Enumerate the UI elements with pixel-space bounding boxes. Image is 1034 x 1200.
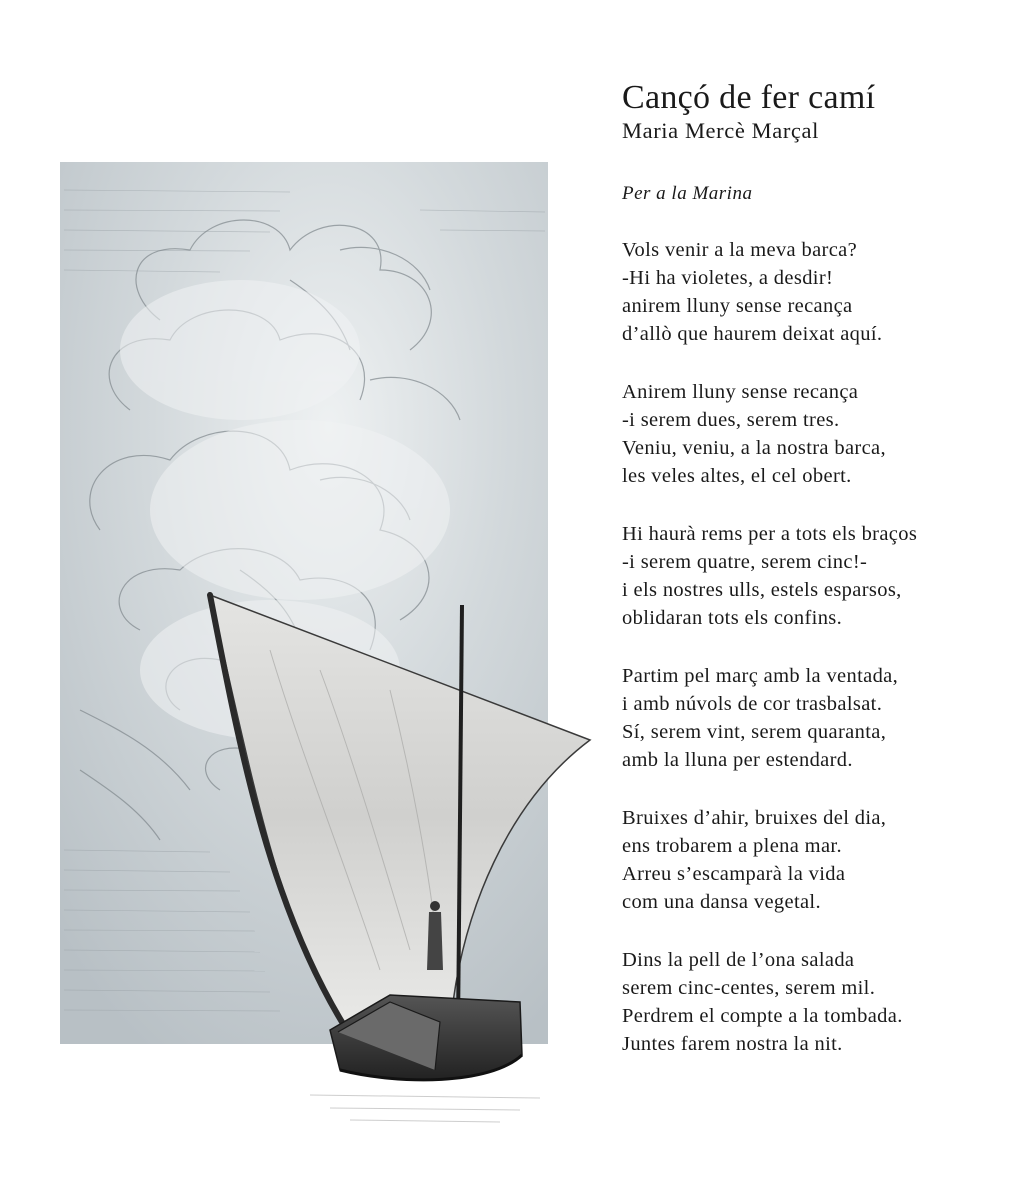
poem-line: Anirem lluny sense recança (622, 381, 859, 403)
poem-line: Arreu s’escamparà la vida (622, 863, 846, 885)
poem-line: Dins la pell de l’ona salada (622, 949, 855, 971)
poem-line: -i serem quatre, serem cinc!- (622, 551, 868, 573)
poem-line: oblidaran tots els confins. (622, 607, 843, 629)
poem-line: Hi haurà rems per a tots els braços (622, 523, 918, 545)
poem-body (622, 236, 1017, 1058)
poem-dedication: Per a la Marina (622, 183, 753, 204)
poem-column (622, 78, 1017, 1088)
stanza-3 (622, 520, 1017, 632)
poem-author: Maria Mercè Marçal (622, 118, 819, 143)
poem-line: i els nostres ulls, estels esparsos, (622, 579, 902, 601)
stanza-2 (622, 378, 1017, 490)
poem-line: Bruixes d’ahir, bruixes del dia, (622, 807, 887, 829)
poem-line: Juntes farem nostra la nit. (622, 1033, 843, 1055)
stanza-6 (622, 946, 1017, 1058)
poem-line: amb la lluna per estendard. (622, 749, 853, 771)
poem-line: anirem lluny sense recança (622, 295, 853, 317)
poem-line: Perdrem el compte a la tombada. (622, 1005, 903, 1027)
poem-line: Partim pel març amb la ventada, (622, 665, 899, 687)
poem-line: serem cinc-centes, serem mil. (622, 977, 876, 999)
stanza-4 (622, 662, 1017, 774)
watercolor-illustration (40, 150, 620, 1160)
poem-line: Sí, serem vint, serem quaranta, (622, 721, 887, 743)
poem-line: -i serem dues, serem tres. (622, 409, 840, 431)
poem-line: Veniu, veniu, a la nostra barca, (622, 437, 886, 459)
poem-line: ens trobarem a plena mar. (622, 835, 842, 857)
poem-line: -Hi ha violetes, a desdir! (622, 267, 834, 289)
poem-line: com una dansa vegetal. (622, 891, 821, 913)
poem-line: Vols venir a la meva barca? (622, 239, 858, 261)
poem-line: i amb núvols de cor trasbalsat. (622, 693, 883, 715)
stanza-1 (622, 236, 1017, 348)
poem-line: les veles altes, el cel obert. (622, 465, 852, 487)
poem-title: Cançó de fer camí (622, 79, 876, 116)
stanza-5 (622, 804, 1017, 916)
water (310, 1095, 540, 1122)
poem-line: d’allò que haurem deixat aquí. (622, 323, 883, 345)
